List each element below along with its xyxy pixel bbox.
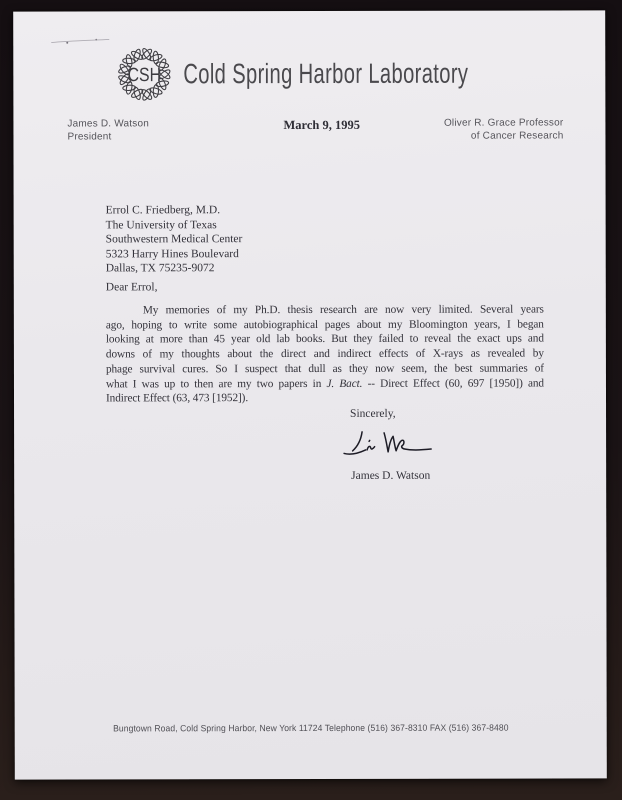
address-line: Dallas, TX 75235-9072 bbox=[105, 262, 215, 275]
body-line: phage survival cures. So I suspect that dull as they now seem, the best summaries of bbox=[105, 362, 544, 376]
address-line: The University of Texas bbox=[105, 218, 217, 231]
sender-block bbox=[67, 117, 149, 143]
pen-mark bbox=[49, 33, 111, 47]
footer-address: Bungtown Road, Cold Spring Harbor, New York 11724 Telephone (516) 367-8310 FAX (516) 367-8480 bbox=[112, 722, 509, 734]
salutation: Dear Errol, bbox=[105, 281, 158, 294]
body-line: ago, hoping to write some autobiographical pages about my Bloomington years, I began bbox=[105, 318, 544, 332]
body-line: what I was up to then are my two papers in J. Bact. -- Direct Effect (60, 697 [1950]) and bbox=[105, 377, 544, 390]
dna-ring-icon bbox=[115, 45, 173, 103]
body-paragraph bbox=[106, 303, 544, 407]
letter-page bbox=[13, 10, 607, 779]
body-line: Indirect Effect (63, 473 [1952]). bbox=[105, 392, 249, 405]
recipient-address bbox=[106, 203, 243, 276]
professorship-line1: Oliver R. Grace Professor bbox=[443, 117, 564, 129]
body-line: looking at more than 45 year old lab books. But they failed to reveal the exact ups and bbox=[105, 332, 544, 346]
signature bbox=[340, 424, 436, 470]
handwritten-signature-icon bbox=[340, 424, 436, 470]
valediction: Sincerely, bbox=[350, 407, 396, 420]
body-line: My memories of my Ph.D. thesis research are now very limited. Several years bbox=[142, 303, 544, 317]
address-line: 5323 Harry Hines Boulevard bbox=[105, 247, 239, 260]
organization-name: Cold Spring Harbor Laboratory bbox=[183, 57, 469, 90]
address-line: Errol C. Friedberg, M.D. bbox=[105, 204, 221, 217]
sender-title: President bbox=[67, 131, 112, 143]
signed-name: James D. Watson bbox=[351, 469, 431, 482]
professorship-block bbox=[444, 116, 564, 142]
address-line: Southwestern Medical Center bbox=[105, 233, 243, 246]
professorship-line2: of Cancer Research bbox=[470, 130, 564, 142]
csh-logo bbox=[115, 45, 173, 103]
body-line: downs of my thoughts about the direct and indirect effects of X-rays as revealed by bbox=[105, 347, 544, 361]
sender-name: James D. Watson bbox=[67, 118, 149, 130]
logo-text: CSH bbox=[127, 63, 162, 86]
journal-name: J. Bact. bbox=[326, 377, 363, 390]
letter-date: March 9, 1995 bbox=[283, 117, 360, 133]
